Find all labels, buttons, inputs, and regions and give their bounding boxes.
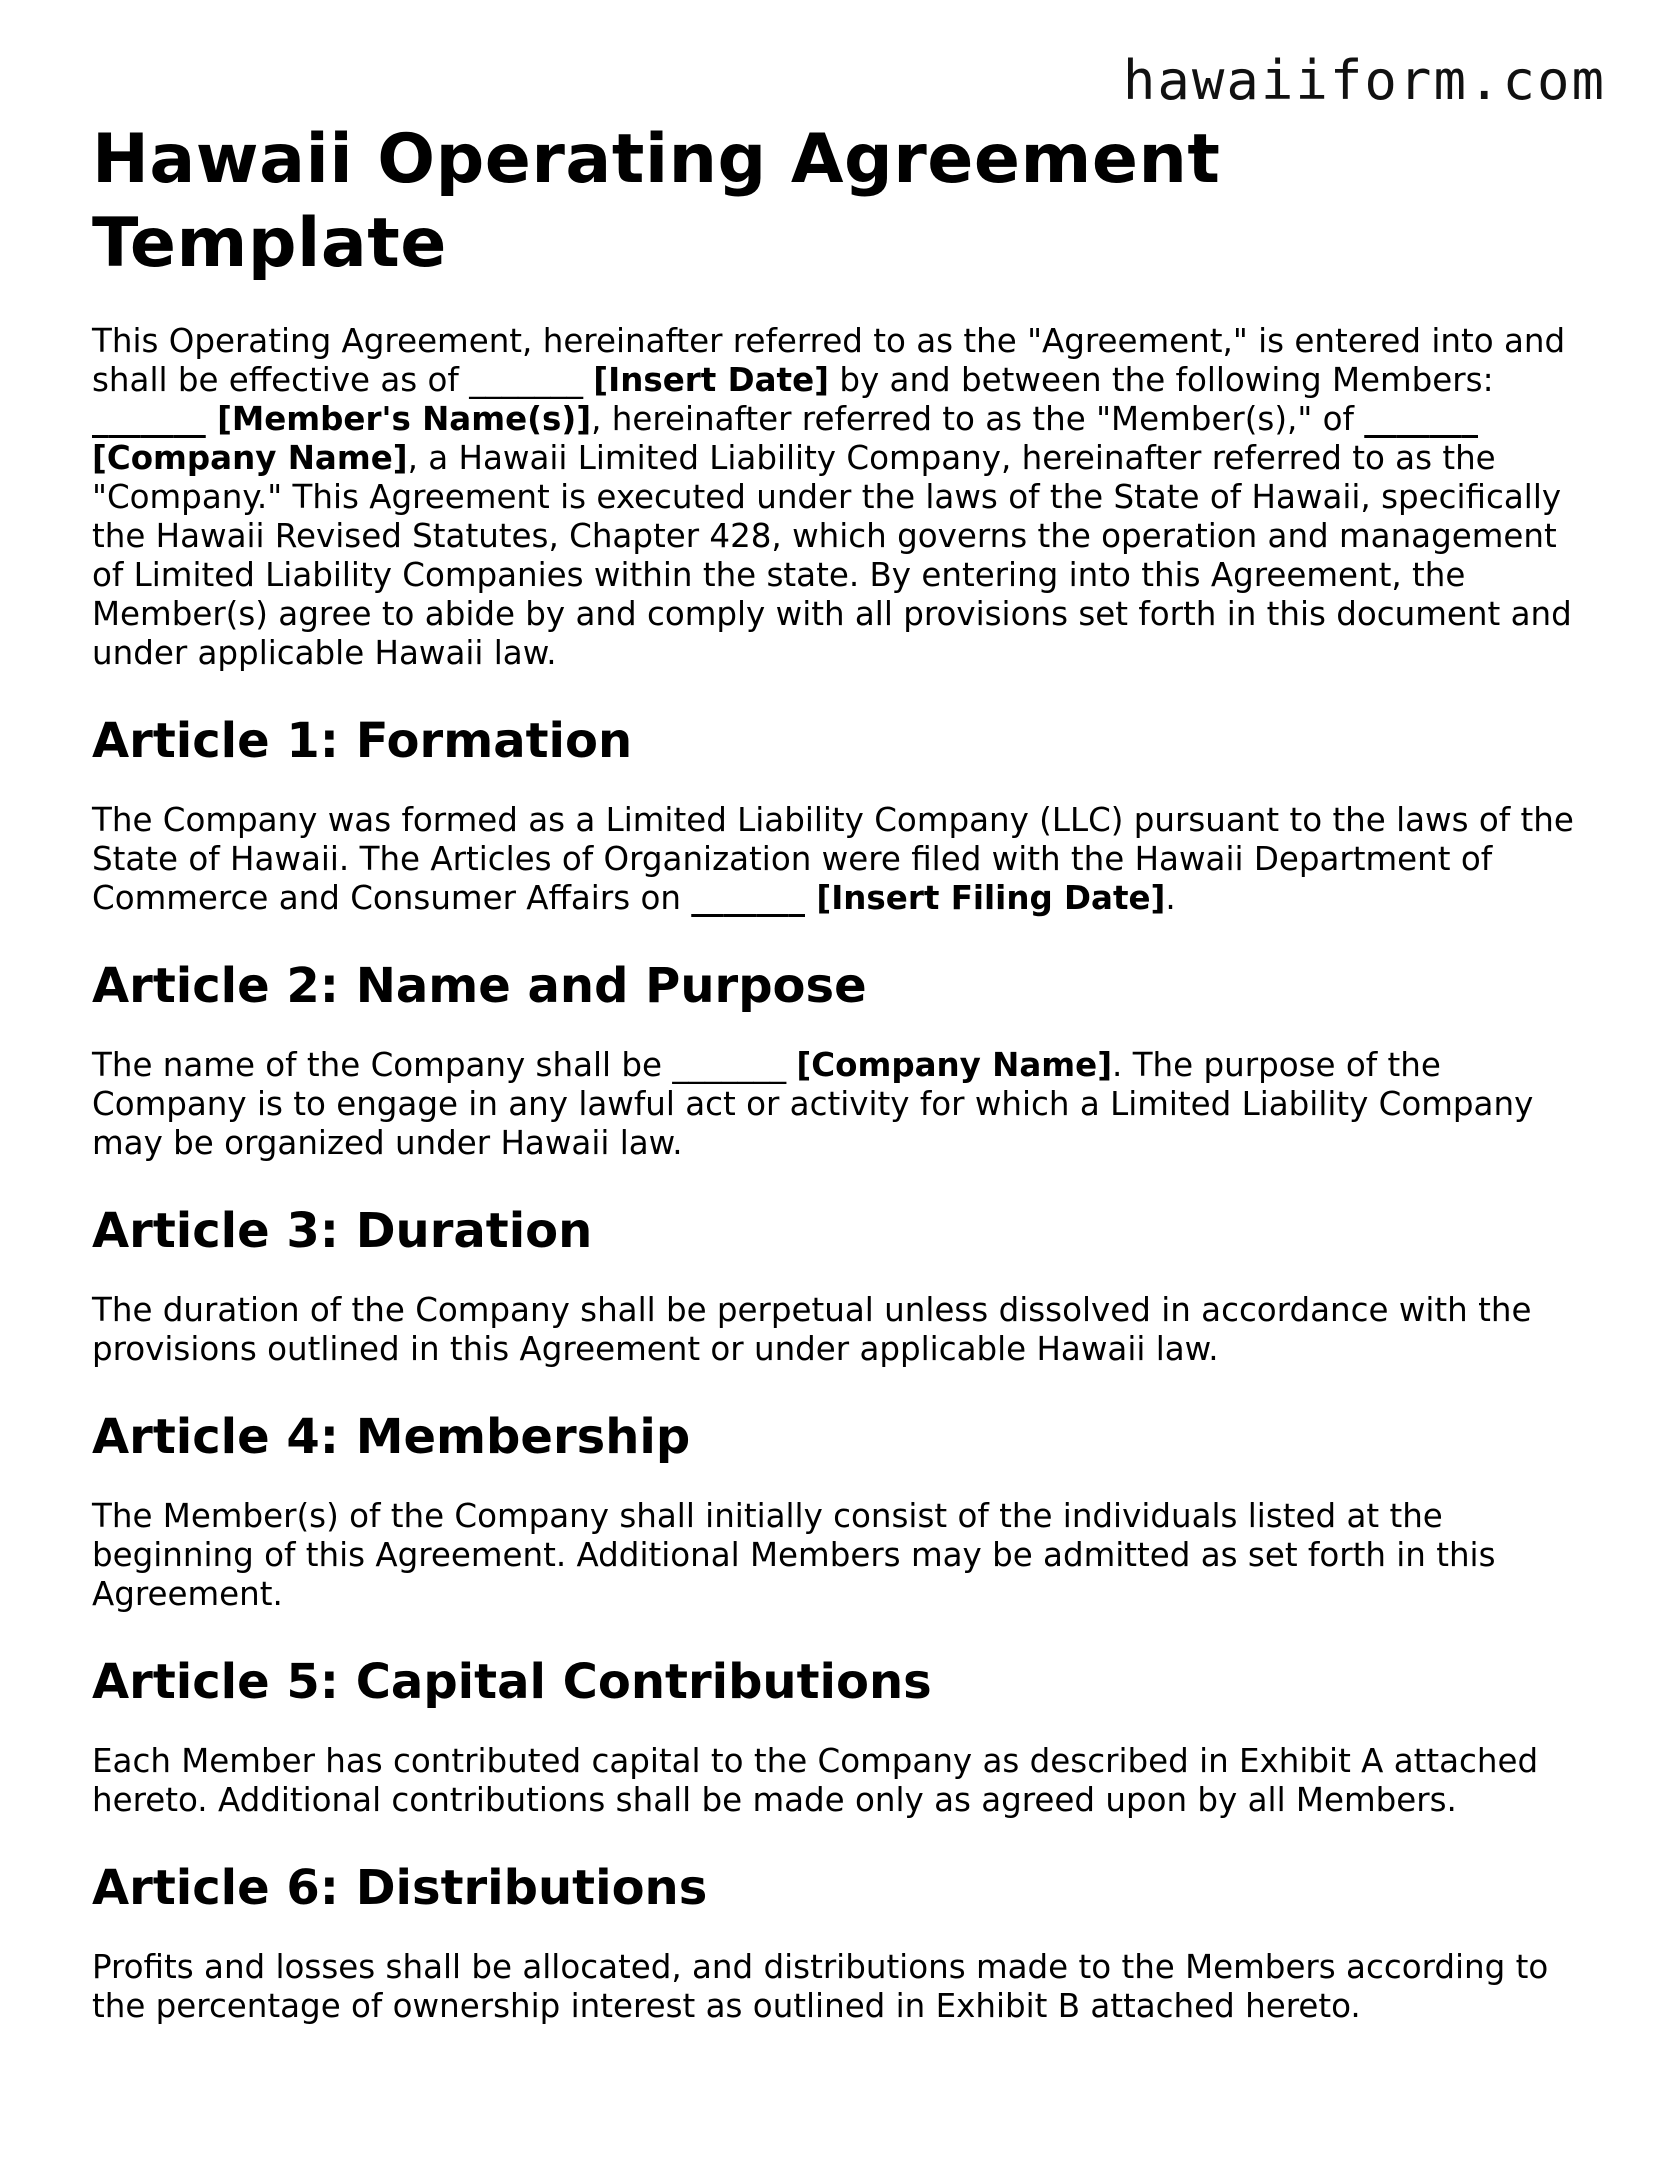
article-capital-contributions <box>92 1652 1592 1820</box>
document-page <box>92 118 1592 2026</box>
article-duration <box>92 1201 1592 1369</box>
article-heading: Article 2: Name and Purpose <box>92 958 867 1014</box>
intro-text: This Operating Agreement, hereinafter referred to as the "Agreement," is entered into and shall be effective as of _______ <box>92 322 1566 399</box>
article-membership <box>92 1407 1592 1614</box>
intro-text: by and between the following Members: <box>829 361 1494 399</box>
article-text: The Company was formed as a Limited Liability Company (LLC) pursuant to the laws of the State of Hawaii. The Articles of Organization were filed with the Hawaii Department of Commerce and Consumer Affairs on <box>92 801 1574 917</box>
article-name-purpose <box>92 956 1592 1163</box>
member-name-placeholder: _______ [Member's Name(s)] <box>92 400 592 438</box>
intro-text: , hereinafter referred to as the "Member(s)," of <box>591 400 1365 438</box>
site-watermark: hawaiiform.com <box>1122 49 1606 112</box>
filing-date-placeholder: _______ [Insert Filing Date] <box>691 879 1166 917</box>
article-body <box>92 1046 1592 1163</box>
article-heading: Article 3: Duration <box>92 1203 593 1259</box>
article-body: Each Member has contributed capital to the Company as described in Exhibit A attached hereto. Additional contributions shall be made only as agreed upon by all Members. <box>92 1742 1539 1819</box>
article-body: The Member(s) of the Company shall initially consist of the individuals listed at the beginning of this Agreement. Additional Members may be admitted as set forth in this Agreement. <box>92 1497 1496 1613</box>
article-body: Profits and losses shall be allocated, and distributions made to the Members according to the percentage of ownership interest as outlined in Exhibit B attached hereto. <box>92 1948 1549 2025</box>
company-name-placeholder: _______ [Company Name] <box>92 400 1479 477</box>
article-text: . The purpose of the Company is to engage in any lawful act or activity for which a Limited Liability Company may be organized under Hawaii law. <box>92 1046 1534 1162</box>
article-heading: Article 1: Formation <box>92 713 633 769</box>
intro-paragraph <box>92 322 1592 673</box>
insert-date-placeholder: [Insert Date] <box>593 361 829 399</box>
document-title: Hawaii Operating Agreement Template <box>92 120 1221 283</box>
article-text: . <box>1165 879 1176 917</box>
article-heading: Article 4: Membership <box>92 1409 691 1465</box>
article-heading: Article 6: Distributions <box>92 1860 708 1916</box>
article-heading: Article 5: Capital Contributions <box>92 1654 932 1710</box>
intro-text: , a Hawaii Limited Liability Company, hereinafter referred to as the "Company." This Agreement is executed under the laws of the State of Hawaii, specifically the Hawaii Revised Statutes, Chapter 428, which governs the operation and management of Limited Liability Companies within the state. By entering into this Agreement, the Member(s) agree to abide by and comply with all provisions set forth in this document and under applicable Hawaii law. <box>92 439 1572 672</box>
article-formation <box>92 711 1592 918</box>
article-distributions <box>92 1858 1592 2026</box>
article-body <box>92 801 1592 918</box>
article-body: The duration of the Company shall be perpetual unless dissolved in accordance with the provisions outlined in this Agreement or under applicable Hawaii law. <box>92 1291 1532 1368</box>
article-text: The name of the Company shall be _______ <box>92 1046 797 1084</box>
company-name-placeholder: [Company Name] <box>796 1046 1113 1084</box>
